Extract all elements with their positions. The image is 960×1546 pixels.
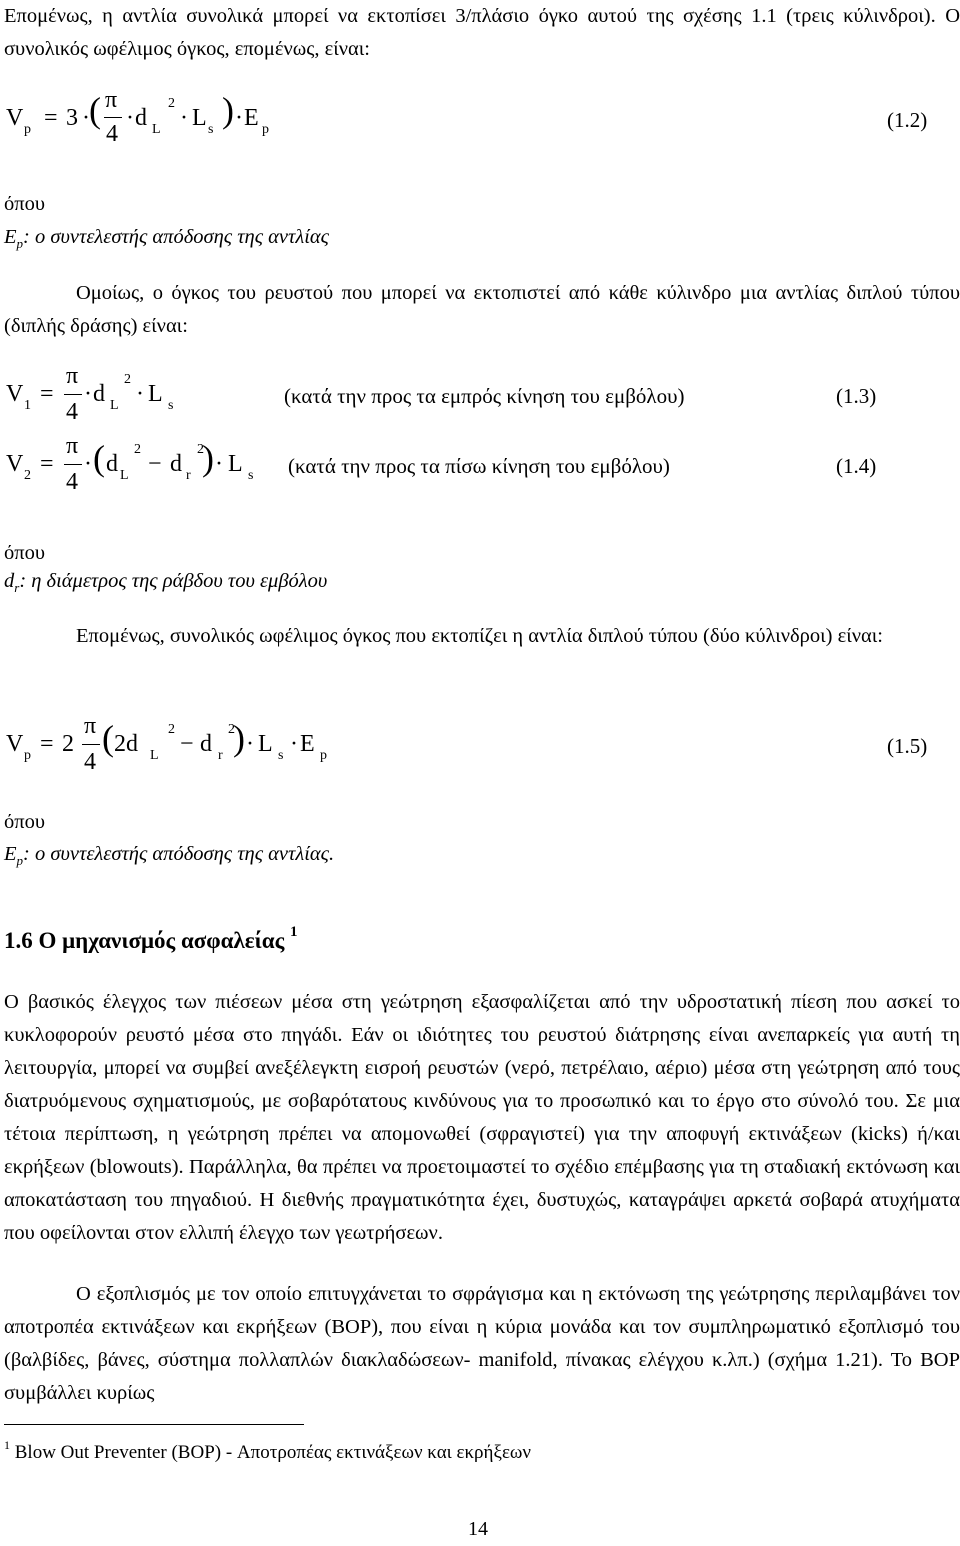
- eq-label: (1.5): [887, 734, 928, 758]
- def-text: : η διάμετρος της ράβδου του εμβόλου: [19, 570, 328, 592]
- eq-superscript: 2: [168, 722, 175, 737]
- eq-subscript: r: [218, 748, 223, 763]
- eq-subscript: p: [24, 122, 31, 137]
- eq-symbol: E: [244, 105, 259, 131]
- definition-ep: [4, 221, 329, 255]
- eq-dot: ·: [84, 451, 92, 477]
- def-subscript: r: [14, 580, 20, 595]
- where-label: όπου: [4, 542, 45, 564]
- eq-subscript: L: [120, 468, 129, 483]
- eq-superscript: 2: [228, 722, 235, 737]
- def-symbol: E: [4, 226, 17, 248]
- eq-subscript: L: [152, 122, 161, 137]
- paragraph-total-volume: Επομένως, συνολικός ωφέλιμος όγκος που εκτοπίζει η αντλία διπλού τύπου (δύο κύλινδροι) είναι:: [76, 625, 883, 647]
- def-symbol: d: [4, 570, 15, 592]
- eq-pi: π: [105, 87, 118, 113]
- eq-symbol: L: [192, 105, 207, 131]
- eq-right-paren: ): [233, 718, 245, 758]
- equation-1-3: [0, 363, 960, 430]
- eq-dot: ·: [180, 105, 188, 131]
- eq-symbol: V: [6, 731, 24, 757]
- eq-symbol: V: [6, 451, 24, 477]
- eq-pi: π: [66, 433, 79, 459]
- eq-superscript: 2: [124, 372, 131, 387]
- eq-right-paren: ): [222, 90, 234, 130]
- eq-superscript: 2: [168, 96, 175, 111]
- def-text: : ο συντελεστής απόδοσης της αντλίας: [23, 226, 329, 248]
- eq-subscript: p: [24, 748, 31, 763]
- where-label: όπου: [4, 811, 45, 833]
- eq-superscript: 2: [134, 442, 141, 457]
- eq-symbol: L: [258, 731, 273, 757]
- eq-denominator: 4: [84, 749, 96, 775]
- def-subscript: p: [16, 236, 24, 251]
- equation-1-2: [0, 87, 960, 166]
- eq-symbol: d: [93, 381, 105, 407]
- eq-dot: ·: [126, 105, 134, 131]
- eq-left-paren: (: [89, 90, 101, 130]
- paragraph-intro: Επομένως, η αντλία συνολικά μπορεί να εκτοπίσει 3/πλάσιο όγκο αυτού της σχέσης 1.1 (τρεις κύλινδροι). Ο συνολικός ωφέλιμος όγκος, επομένως, είναι:: [4, 5, 960, 60]
- eq-left-paren: (: [93, 438, 105, 478]
- footnote: [4, 1436, 531, 1471]
- eq-subscript: p: [320, 748, 327, 763]
- eq-description: (κατά την προς τα πίσω κίνηση του εμβόλου): [288, 454, 670, 478]
- eq-symbol: V: [6, 105, 24, 131]
- eq-superscript: 2: [197, 442, 204, 457]
- eq-dot: ·: [82, 105, 90, 131]
- eq-label: (1.2): [887, 108, 928, 132]
- eq-equals: =: [40, 381, 54, 407]
- eq-denominator: 4: [66, 399, 78, 425]
- eq-symbol: d: [106, 451, 118, 477]
- eq-fraction-bar: [64, 464, 82, 465]
- eq-number: 2: [62, 731, 74, 757]
- eq-symbol: d: [135, 105, 147, 131]
- eq-symbol: d: [200, 731, 212, 757]
- eq-pi: π: [84, 713, 97, 739]
- eq-subscript: L: [110, 398, 119, 413]
- paragraph-similarly: Ομοίως, ο όγκος του ρευστού που μπορεί να εκτοπιστεί από κάθε κύλινδρο μια αντλίας διπλού τύπου (διπλής δράσης) είναι:: [4, 282, 960, 337]
- eq-equals: =: [44, 105, 58, 131]
- equation-1-5: [0, 713, 960, 776]
- eq-subscript: s: [208, 122, 214, 137]
- eq-equals: =: [40, 451, 54, 477]
- eq-minus: −: [148, 451, 162, 477]
- page-number: 14: [468, 1518, 488, 1540]
- eq-pi: π: [66, 363, 79, 389]
- eq-right-paren: ): [202, 438, 214, 478]
- eq-subscript: 2: [24, 468, 31, 483]
- eq-dot: ·: [290, 731, 298, 757]
- eq-label: (1.4): [836, 454, 877, 478]
- where-label: όπου: [4, 193, 45, 215]
- paragraph-equipment: Ο εξοπλισμός με τον οποίο επιτυγχάνεται το σφράγισμα και η εκτόνωση της γεώτρησης περιλαμβάνει τον αποτροπέα εκτινάξεων και εκρήξεων (BOP), που είναι η κύρια μονάδα και τον συμπληρωματικό εξοπλισμό του (βαλβίδες, βάνες, σύστημα πολλαπλών διακλαδώσεων- manifold, πίνακας ελέγχου κ.λπ.) (σχήμα 1.21). Το BOP συμβάλλει κυρίως: [4, 1283, 960, 1404]
- eq-dot: ·: [84, 381, 92, 407]
- definition-ep: [4, 838, 334, 872]
- eq-subscript: r: [186, 468, 191, 483]
- footnote-marker[interactable]: 1: [290, 924, 298, 940]
- eq-symbol: d: [170, 451, 182, 477]
- eq-denominator: 4: [106, 121, 118, 147]
- eq-dot: ·: [235, 105, 243, 131]
- footnote-text: Blow Out Preventer (BOP) - Αποτροπέας εκτινάξεων και εκρήξεων: [10, 1442, 532, 1463]
- eq-symbol: V: [6, 381, 24, 407]
- eq-description: (κατά την προς τα εμπρός κίνηση του εμβόλου): [284, 384, 685, 408]
- definition-dr: [4, 565, 327, 599]
- eq-subscript: s: [248, 468, 254, 483]
- eq-equals: =: [40, 731, 54, 757]
- eq-symbol: E: [300, 731, 315, 757]
- eq-subscript: p: [262, 122, 269, 137]
- eq-subscript: 1: [24, 398, 31, 413]
- equation-1-4: [0, 433, 960, 500]
- eq-symbol: 2d: [114, 731, 138, 757]
- eq-dot: ·: [246, 731, 254, 757]
- eq-subscript: s: [278, 748, 284, 763]
- eq-dot: ·: [215, 451, 223, 477]
- eq-dot: ·: [136, 381, 144, 407]
- section-heading: [4, 924, 298, 961]
- def-text: : ο συντελεστής απόδοσης της αντλίας.: [23, 843, 335, 865]
- def-subscript: p: [16, 853, 24, 868]
- footnote-mark: 1: [4, 1438, 10, 1452]
- eq-label: (1.3): [836, 384, 877, 408]
- eq-denominator: 4: [66, 469, 78, 495]
- eq-fraction-bar: [82, 744, 100, 745]
- eq-number: 3: [66, 105, 78, 131]
- def-symbol: E: [4, 843, 17, 865]
- eq-fraction-bar: [104, 117, 122, 118]
- eq-left-paren: (: [102, 718, 114, 758]
- eq-symbol: L: [228, 451, 243, 477]
- heading-text: 1.6 Ο μηχανισμός ασφαλείας: [4, 928, 285, 953]
- eq-fraction-bar: [64, 394, 82, 395]
- eq-minus: −: [180, 731, 194, 757]
- eq-subscript: L: [150, 748, 159, 763]
- eq-symbol: L: [148, 381, 163, 407]
- paragraph-safety: Ο βασικός έλεγχος των πιέσεων μέσα στη γεώτρηση εξασφαλίζεται από την υδροστατική πίεση που ασκεί το κυκλοφορούν ρευστό μέσα στο πηγάδι. Εάν οι ιδιότητες του ρευστού διάτρησης είναι ανεπαρκείς για αυτή τη λειτουργία, μπορεί να συμβεί ανεξέλεγκτη εισροή ρευστών (νερό, πετρέλαιο, αέριο) μέσα στη γεώτρηση από τους διατρυόμενους σχηματισμούς, με σοβαρότατους κινδύνους για το προσωπικό και το έργο στο σύνολό του. Σε μια τέτοια περίπτωση, η γεώτρηση πρέπει να απομονωθεί (σφραγιστεί) για την αποφυγή εκτινάξεων (kicks) ή/και εκρήξεων (blowouts). Παράλληλα, θα πρέπει να προετοιμαστεί το σχέδιο επέμβασης για τη σταδιακή εκτόνωση και αποκατάσταση του πηγαδιού. Η διεθνής πραγματικότητα έχει, δυστυχώς, καταγράψει αρκετά σοβαρά ατυχήματα που οφείλονται στον ελλιπή έλεγχο των γεωτρήσεων.: [4, 991, 960, 1244]
- footnote-separator: [4, 1424, 304, 1425]
- eq-subscript: s: [168, 398, 174, 413]
